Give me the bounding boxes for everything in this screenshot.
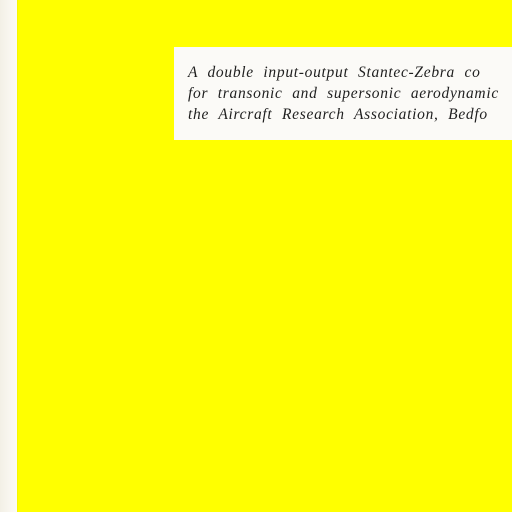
page-left-margin — [0, 0, 17, 512]
caption-box — [174, 47, 512, 140]
caption-line-2: for transonic and supersonic aerodynamic — [188, 85, 499, 102]
caption-line-1: A double input-output Stantec-Zebra co — [188, 64, 481, 81]
caption-text — [188, 62, 512, 125]
caption-line-3: the Aircraft Research Association, Bedfo — [188, 106, 488, 123]
